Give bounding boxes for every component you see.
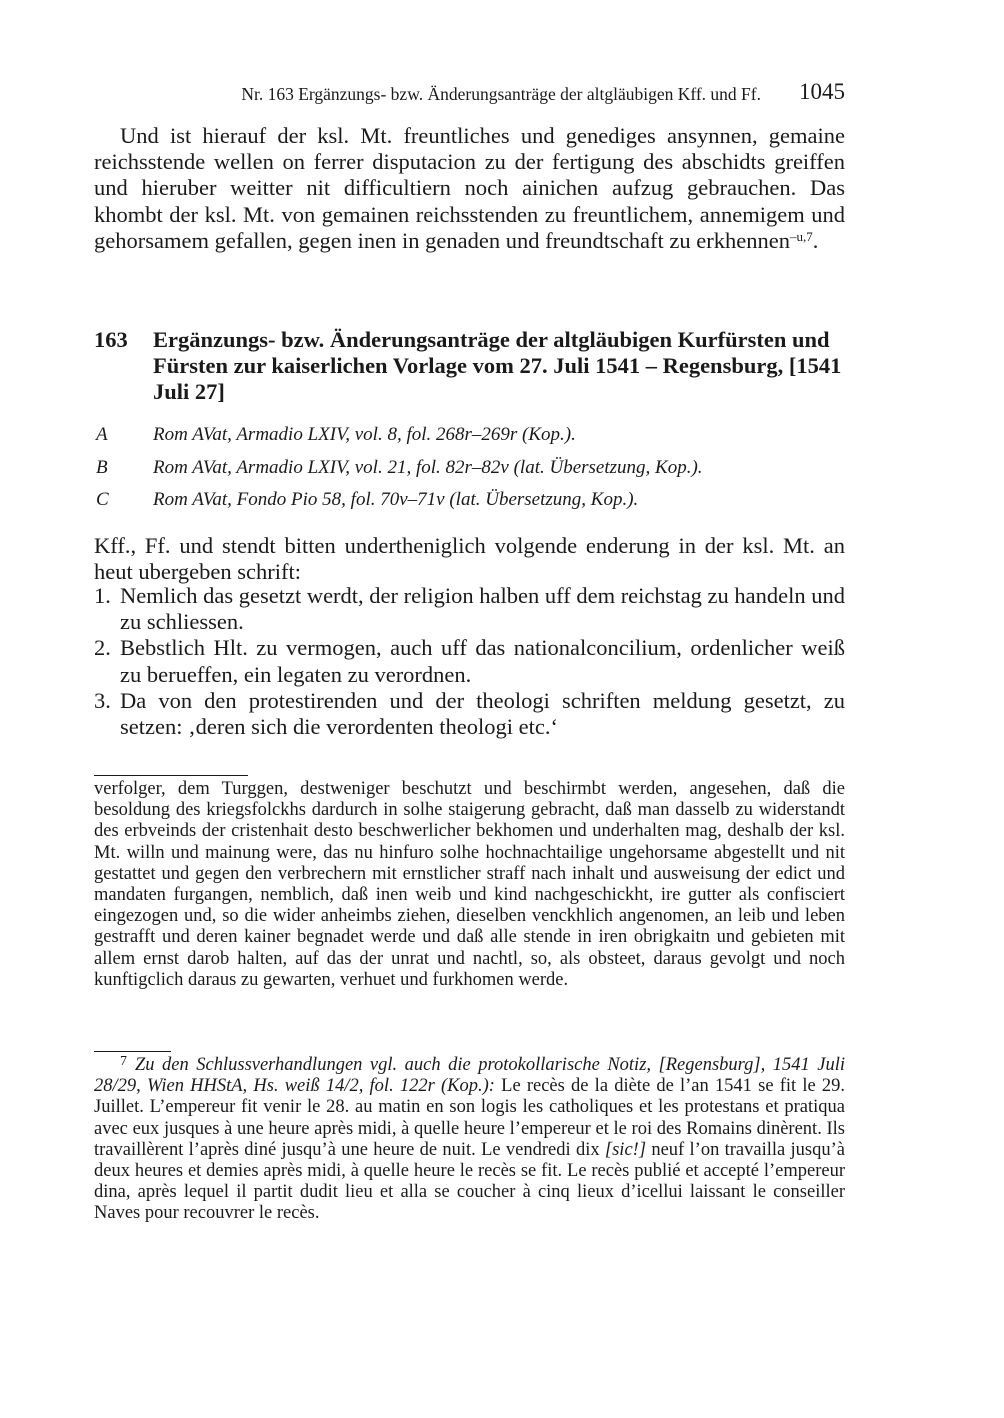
list-item	[94, 583, 845, 635]
request-list	[94, 583, 845, 740]
page-number: 1045	[799, 79, 845, 104]
list-item-number: 3.	[94, 687, 111, 713]
source-key: C	[96, 489, 109, 510]
footnote-divider	[94, 775, 248, 776]
source-entry	[94, 457, 845, 490]
footnote-number: 7	[120, 1054, 127, 1069]
source-key: A	[96, 424, 108, 445]
source-entry	[94, 424, 845, 457]
footnote-italic-reference: Zu den Schlussverhandlungen vgl. auch die protokollarische Notiz, [Regensburg], 1541 Juli 28/29, Wien HHStA, Hs. weiß 14/2, fol. 122r (Kop.):	[94, 1055, 845, 1097]
list-item	[94, 635, 845, 687]
list-item-text: Bebstlich Hlt. zu vermogen, auch uff das nationalconcilium, ordenlicher weiß zu berueffen, ein legaten zu verordnen.	[120, 635, 845, 687]
footnote-divider	[94, 1051, 171, 1052]
list-item-number: 2.	[94, 635, 111, 661]
source-text: Rom AVat, Fondo Pio 58, fol. 70v–71v (lat. Übersetzung, Kop.).	[153, 489, 639, 510]
running-head-title: Nr. 163 Ergänzungs- bzw. Änderungsanträge der altgläubigen Kff. und Ff.	[241, 84, 761, 104]
footnote-sic: [sic!]	[604, 1139, 647, 1160]
list-item-text: Nemlich das gesetzt werdt, der religion halben uff dem reichstag zu handeln und zu schliessen.	[120, 583, 845, 635]
footnote-continued: verfolger, dem Turggen, destweniger beschutzt und beschirmbt werden, angesehen, daß die besoldung des kriegsfolckhs dardurch in solhe staigerung gebracht, daß man dasselb zu widerstandt des erbveinds der cristenhait desto beschwerlicher bekhomen und underhalten mag, deshalb der ksl. Mt. willn und mainung were, das nu hinfuro solhe hochnachtailige ungehorsame abgestellt und nit gestattet und gegen den verbrechern mit ernstlicher straff nach inhalt und ausweisung der edict und mandaten furgangen, nemblich, daß inen weib und kind nachgeschickht, ire gutter als confisciert eingezogen und, so die wider anheimbs ziehen, dieselben venckhlich angenomen, an leib und leben gestrafft und deren kainer begnadet werde und daß alle stende in iren obrigkaitn und gebieten mit allem ernst darob halten, auf das der unrat und nachtl, so, als obsteet, daraus gevolgt und noch kunftigclich daraus zu gewarten, verhuet und furkhomen werde.	[94, 779, 845, 990]
list-item	[94, 688, 845, 740]
opening-paragraph: Kff., Ff. und stendt bitten undertheniglich volgende enderung in der ksl. Mt. an heut ubergeben schrift:	[94, 533, 845, 585]
list-item-number: 1.	[94, 583, 111, 608]
intro-end: .	[812, 227, 819, 253]
source-text: Rom AVat, Armadio LXIV, vol. 8, fol. 268r–269r (Kop.).	[153, 424, 576, 445]
intro-text: Und ist hierauf der ksl. Mt. freuntliches und genediges ansynnen, gemaine reichsstende wellen on ferrer disputacion zu der fertigung des abschidts greiffen und hieruber weitter nit difficultiern noch ainichen aufzug gebrauchen. Das khombt der ksl. Mt. von gemainen reichsstenden zu freuntlichem, annemigem und gehorsamem gefallen, gegen inen in genaden und freundtschaft zu erkhennen	[94, 123, 845, 253]
list-item-text: Da von den protestirenden und der theologi schriften meldung gesetzt, zu setzen: ‚deren sich die verordenten theologi etc.‘	[120, 687, 845, 740]
source-entry	[94, 489, 845, 522]
source-key: B	[96, 456, 108, 478]
footnote-text: Le recès de la diète de l’an 1541 se fit le 29. Juillet. L’empereur fit venir le 28. au matin en son logis les catholiques et les protestans et pratiqua avec eux jusques à une heure après midi, à quelle heure l’empereur et le roi des Romains dinèrent. Ils travaillèrent l’après diné jusqu’à une heure de nuit. Le vendredi dix	[94, 1076, 846, 1160]
footnote-7	[94, 1055, 845, 1225]
running-head	[94, 80, 845, 108]
document-number: 163	[94, 327, 128, 352]
source-text: Rom AVat, Armadio LXIV, vol. 21, fol. 82r–82v (lat. Übersetzung, Kop.).	[153, 456, 703, 478]
footnote-text: neuf l’on travailla jusqu’à deux heures et demies après midi, à quelle heure le recès se fit. Le recès publié et accepté l’empereur dina, après lequel il partit dudit lieu et alla se coucher à cinq lieux d’icellui laissant le conseiller Naves pour recouvrer le recès.	[94, 1139, 845, 1224]
document-title: Ergänzungs- bzw. Änderungsanträge der altgläubigen Kurfürsten und Fürsten zur kaiserlichen Vorlage vom 27. Juli 1541 – Regensburg, [1541 Juli 27]	[153, 327, 842, 405]
source-list	[94, 424, 845, 522]
intro-paragraph	[94, 123, 845, 254]
note-marks: –u,7	[789, 228, 813, 244]
